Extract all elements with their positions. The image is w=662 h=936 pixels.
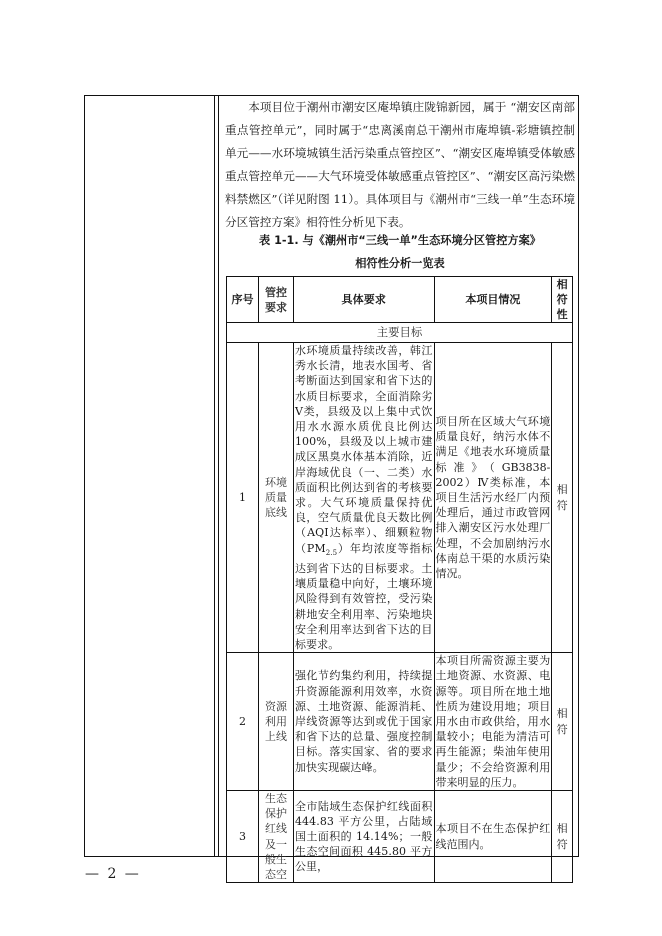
row-fit: 相符 [552, 653, 573, 791]
header-project: 本项目情况 [434, 277, 552, 323]
row-fit: 相符 [552, 791, 573, 883]
table-header-row [227, 277, 573, 323]
row-project: 项目所在区域大气环境质量良好，纳污水体不满足《地表水环境质量标准》（GB3838-2002）Ⅳ类标准，本项目生活污水经厂内预处理后，通过市政管网排入潮安区污水处理厂处理，不会加剧纳污水体南总干渠的水质污染情况。 [434, 343, 552, 653]
table-caption-line2: 相符性分析一览表 [355, 257, 445, 270]
header-no: 序号 [227, 277, 259, 323]
row-control: 环境质量底线 [259, 343, 294, 653]
table-row [227, 791, 573, 883]
column-divider [218, 96, 219, 856]
row-requirement: 强化节约集约利用，持续提升资源能源利用效率，水资源、土地资源、能源消耗、岸线资源等达到或优于国家和省下达的总量、强度控制目标。落实国家、省的要求加快实现碳达峰。 [293, 653, 434, 791]
requirement-text-cont: ）年均浓度等指标达到省下达的目标要求。土壤质量稳中向好，土壤环境风险得到有效管控，受污染耕地安全利用率、污染地块安全利用率达到省下达的目标要求。 [294, 541, 433, 652]
header-requirement: 具体要求 [293, 277, 434, 323]
section-row [227, 323, 573, 343]
row-no: 1 [227, 343, 259, 653]
pm-subscript: 2.5 [325, 548, 338, 557]
requirement-text: 水环境质量持续改善，韩江秀水长清，地表水国考、省考断面达到国家和省下达的水质目标要求，全面消除劣Ⅴ类，县级及以上集中式饮用水水源水质优良比例达100%，县级及以上城市建成区黑臭水体基本消除，近岸海域优良（一、二类）水质面积比例达到省的考核要求。大气环境质量保持优良，空气质量优良天数比例（AQI达标率）、细颗粒物（PM [294, 344, 433, 555]
intro-section [225, 96, 575, 234]
row-fit: 相符 [552, 343, 573, 653]
table-row [227, 653, 573, 791]
section-title: 主要目标 [227, 323, 573, 343]
row-control: 生态保护红线及一般生态空 [259, 791, 294, 883]
page-frame-table [84, 95, 579, 882]
table-caption-line1: 表 1-1. 与《潮州市“三线一单”生态环境分区管控方案》 [259, 234, 541, 247]
intro-paragraph: 本项目位于潮州市潮安区庵埠镇庄陇锦新园，属于 “潮安区南部重点管控单元”，同时属于“忠离溪南总干潮州市庵埠镇-彩塘镇控制单元——水环境城镇生活污染重点管控区”、“潮安区庵埠镇受体敏感重点管控单元——大气环境受体敏感重点管控区”、“潮安区高污染燃料禁燃区”（详见附图 11）。具体项目与《潮州市“三线一单”生态环境分区管控方案》相符性分析见下表。 [225, 100, 575, 229]
row-requirement: 全市陆域生态保护红线面积444.83 平方公里，占陆域国土面积的 14.14%；一般生态空间面积 445.80 平方公里， [293, 791, 434, 883]
compliance-table [226, 276, 573, 883]
row-project: 本项目不在生态保护红线范围内。 [434, 791, 552, 883]
row-control: 资源利用上线 [259, 653, 294, 791]
row-no: 2 [227, 653, 259, 791]
header-control: 管控要求 [259, 277, 294, 323]
left-label-column [85, 96, 215, 856]
row-no: 3 [227, 791, 259, 883]
row-requirement [293, 343, 434, 653]
header-fit: 相符性 [552, 277, 573, 323]
table-row [227, 343, 573, 653]
page-number: — 2 — [85, 866, 141, 882]
table-caption [225, 229, 575, 275]
row-project: 本项目所需资源主要为土地资源、水资源、电源等。项目所在地土地性质为建设用地；项目用水由市政供给，用水量较小；电能为清洁可再生能源；柴油年使用量少；不会给资源利用带来明显的压力。 [435, 654, 551, 789]
